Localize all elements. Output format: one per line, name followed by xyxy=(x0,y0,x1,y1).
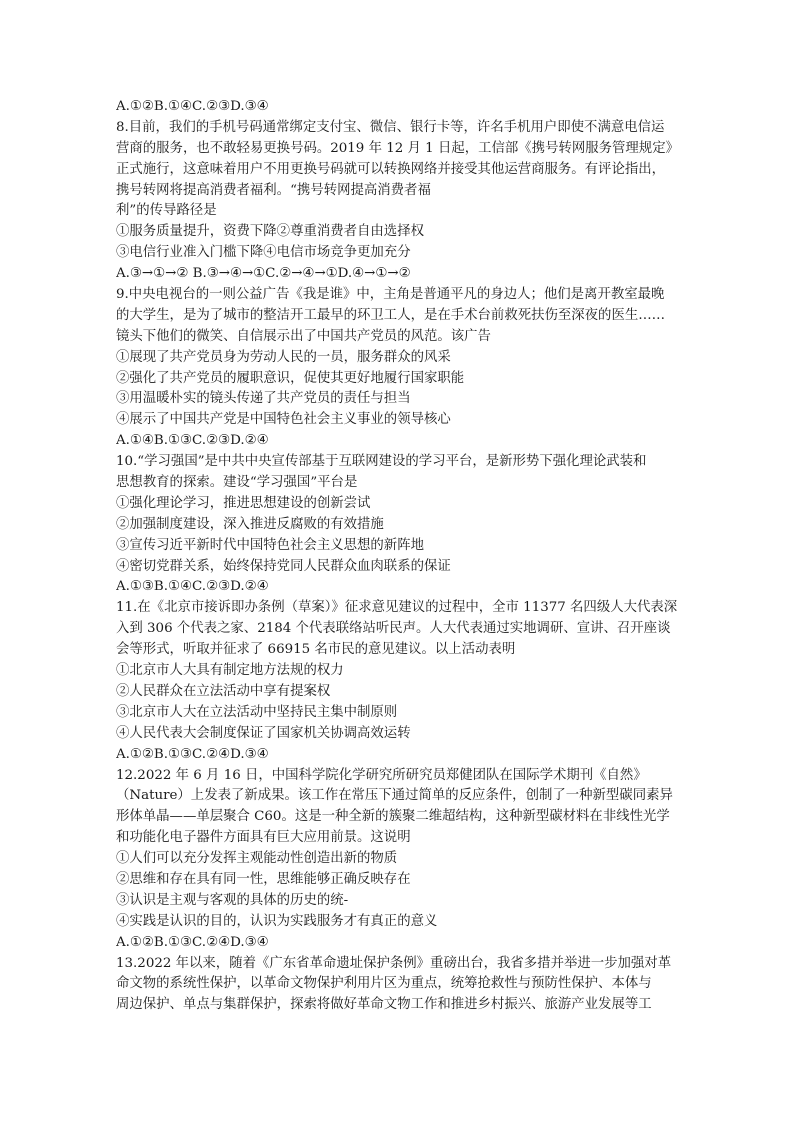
text-line: 思想教育的探索。建设“学习强国”平台是 xyxy=(116,475,358,491)
text-line: 营商的服务，也不敢轻易更换号码。2019 年 12 月 1 日起，工信部《携号转网服务管理规定》 xyxy=(116,140,679,156)
text-line: 11.在《北京市接诉即办条例（草案）》征求意见建议的过程中，全市 11377 名四级人大代表深 xyxy=(116,600,678,616)
text-line: ④密切党群关系，始终保持党同人民群众血肉联系的保证 xyxy=(116,558,451,574)
text-line: 8.目前，我们的手机号码通常绑定支付宝、微信、银行卡等，许名手机用户即使不满意电信运 xyxy=(116,119,665,135)
document-page xyxy=(116,97,686,1016)
text-line: A.③→①→② B.③→④→①C.②→④→①D.④→①→② xyxy=(116,266,411,282)
text-line: ①强化理论学习，推进思想建设的创新尝试 xyxy=(116,495,371,511)
text-line: 携号转网将提高消费者福利。“携号转网提高消费者福 xyxy=(116,182,431,198)
text-line: ①人们可以充分发挥主观能动性创造出新的物质 xyxy=(116,851,398,867)
text-line: （Nature）上发表了新成果。该工作在常压下通过简单的反应条件，创制了一种新型碳同素异 xyxy=(116,788,673,804)
text-line: 12.2022 年 6 月 16 日，中国科学院化学研究所研究员郑健团队在国际学术期刊《自然》 xyxy=(116,767,647,783)
text-line: ③认识是主观与客观的具体的历史的统- xyxy=(116,892,349,908)
text-line: ①服务质量提升，资费下降②尊重消费者自由选择权 xyxy=(116,224,424,240)
text-line: ④人民代表大会制度保证了国家机关协调高效运转 xyxy=(116,725,411,741)
text-line: 入到 306 个代表之家、2184 个代表联络站听民声。人大代表通过实地调研、宣讲、召开座谈 xyxy=(116,621,671,637)
text-line: 9.中央电视台的一则公益广告《我是谁》中，主角是普通平凡的身边人；他们是离开教室最晚 xyxy=(116,287,665,303)
text-line: 正式施行，这意味着用户不用更换号码就可以转换网络并接受其他运营商服务。有评论指出， xyxy=(116,161,666,177)
text-line: ③电信行业准入门槛下降④电信市场竞争更加充分 xyxy=(116,245,411,261)
text-line: 利”的传导路径是 xyxy=(116,203,217,219)
text-line: ④展示了中国共产党是中国特色社会主义事业的领导核心 xyxy=(116,412,451,428)
text-line: A.①④B.①③C.②③D.②④ xyxy=(116,433,269,449)
text-line: ③宣传习近平新时代中国特色社会主义思想的新阵地 xyxy=(116,537,424,553)
text-line: ②强化了共产党员的履职意识，促使其更好地履行国家职能 xyxy=(116,370,465,386)
text-line: A.①③B.①④C.②③D.②④ xyxy=(116,579,269,595)
text-line: ①北京市人大具有制定地方法规的权力 xyxy=(116,663,344,679)
text-line: ④实践是认识的目的，认识为实践服务才有真正的意义 xyxy=(116,913,438,929)
text-line: 和功能化电子器件方面具有巨大应用前景。这说明 xyxy=(116,830,411,846)
text-line: 形体单晶——单层聚合 C60。这是一种全新的簇聚二维超结构，这种新型碳材料在非线性光学 xyxy=(116,809,670,825)
text-line: 13.2022 年以来，随着《广东省革命遗址保护条例》重磅出台，我省多措并举进一步加强对革 xyxy=(116,955,672,971)
text-line: 命文物的系统性保护，以革命文物保护利用片区为重点，统筹抢救性与预防性保护、本体与 xyxy=(116,976,652,992)
text-line: ②思维和存在具有同一性，思维能够正确反映存在 xyxy=(116,871,411,887)
text-line: 镜头下他们的微笑、自信展示出了中国共产党员的风范。该广告 xyxy=(116,328,491,344)
text-line: A.①②B.①③C.②④D.③④ xyxy=(116,934,269,950)
text-line: ②人民群众在立法活动中享有提案权 xyxy=(116,683,331,699)
text-line: ②加强制度建设，深入推进反腐败的有效措施 xyxy=(116,516,384,532)
text-line: 周边保护、单点与集群保护，探索将做好革命文物工作和推进乡村振兴、旅游产业发展等工 xyxy=(116,997,652,1013)
text-line: 10.“学习强国”是中共中央宣传部基于互联网建设的学习平台，是新形势下强化理论武装和 xyxy=(116,454,647,470)
text-line: ③用温暖朴实的镜头传递了共产党员的责任与担当 xyxy=(116,391,411,407)
text-line: ①展现了共产党员身为劳动人民的一员，服务群众的风采 xyxy=(116,349,451,365)
text-line: A.①②B.①③C.②④D.③④ xyxy=(116,746,269,762)
text-line: A.①②B.①④C.②③D.③④ xyxy=(116,99,269,114)
text-line: 会等形式，听取并征求了 66915 名市民的意见建议。以上活动表明 xyxy=(116,642,516,658)
text-line: 的大学生，是为了城市的整洁开工最早的环卫工人，是在手术台前救死扶伤至深夜的医生…… xyxy=(116,307,666,323)
text-line: ③北京市人大在立法活动中坚持民主集中制原则 xyxy=(116,704,398,720)
